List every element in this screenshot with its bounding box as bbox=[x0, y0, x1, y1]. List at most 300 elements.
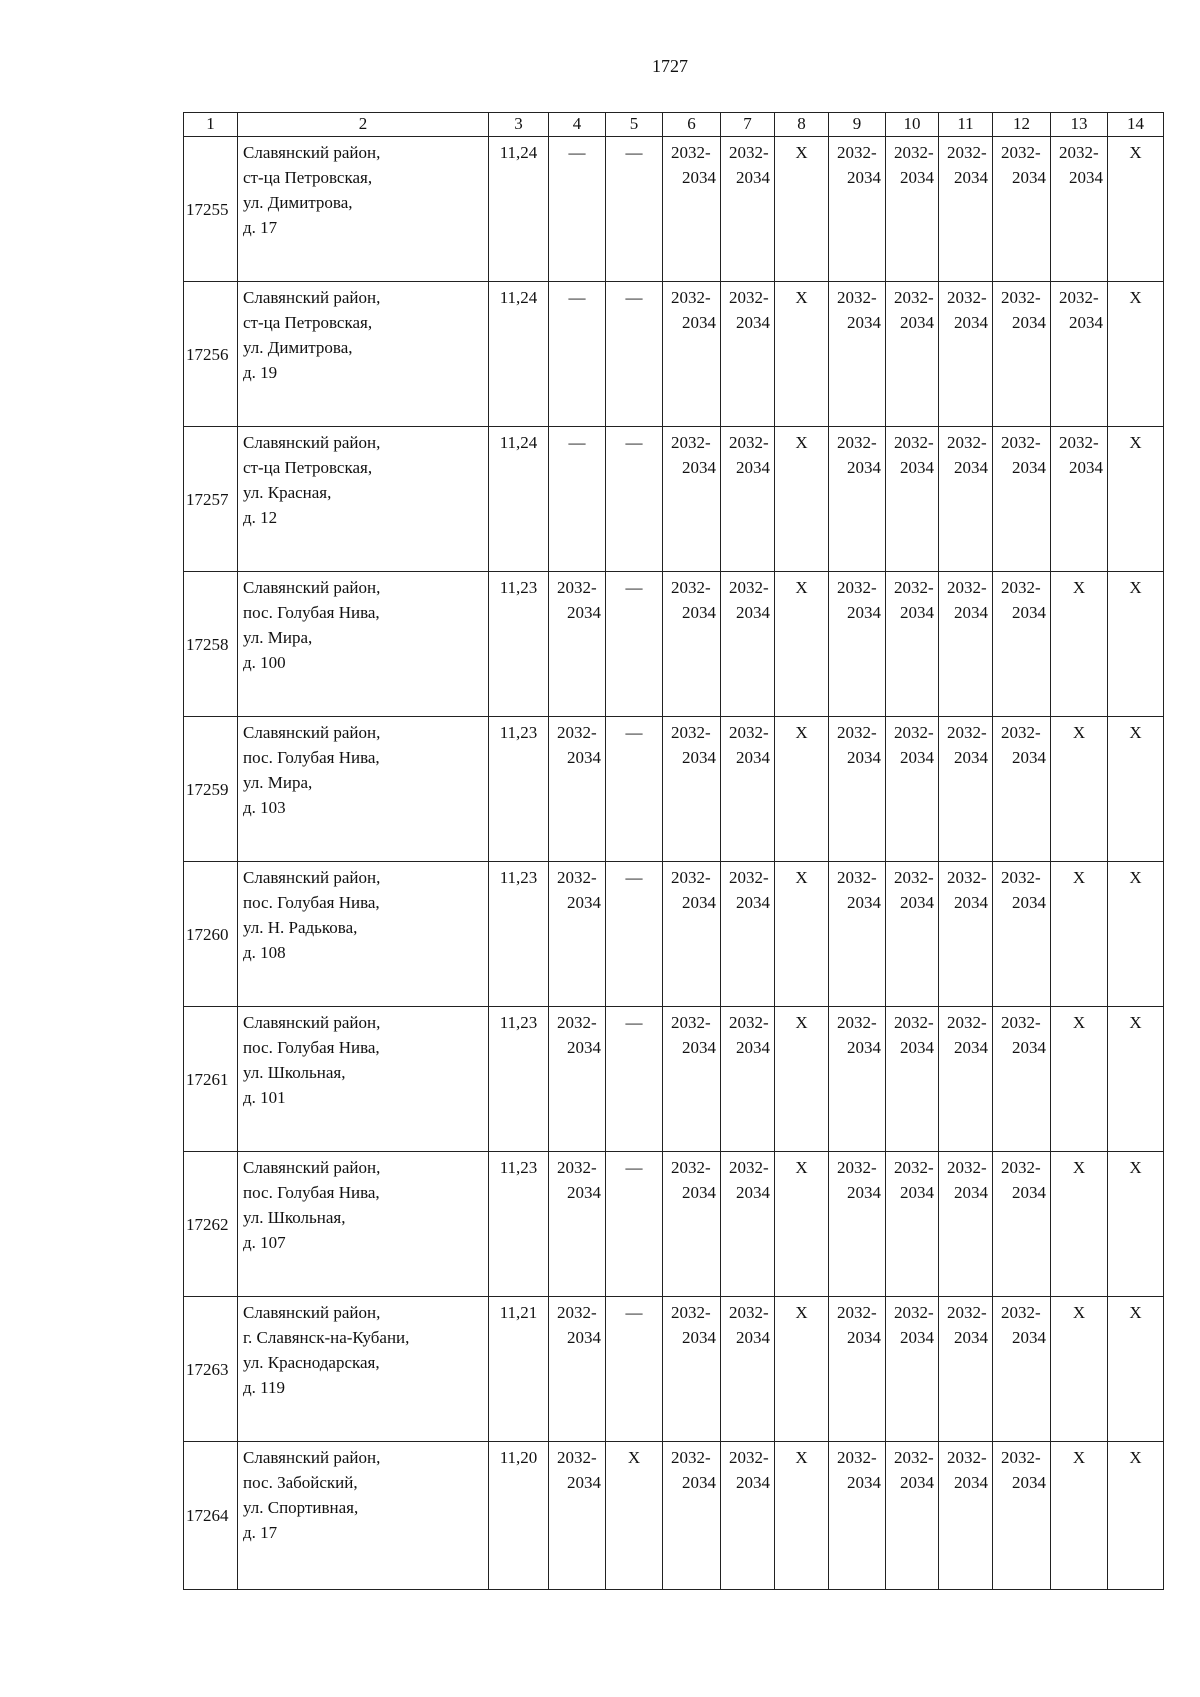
period-start: 2032- bbox=[557, 578, 597, 597]
period-start: 2032- bbox=[837, 868, 877, 887]
period-end: 2034 bbox=[1012, 458, 1046, 477]
period-cell bbox=[829, 862, 886, 1007]
period-end: 2034 bbox=[847, 313, 881, 332]
period-cell bbox=[663, 282, 721, 427]
period-start: 2032- bbox=[729, 433, 769, 452]
period-start: 2032- bbox=[947, 723, 987, 742]
period-end: 2034 bbox=[1069, 168, 1103, 187]
period-start: 2032- bbox=[671, 1158, 711, 1177]
period-cell: X bbox=[775, 137, 829, 282]
period-cell: — bbox=[606, 1297, 663, 1442]
period-cell bbox=[721, 862, 775, 1007]
period-end: 2034 bbox=[900, 458, 934, 477]
period-start: 2032- bbox=[837, 1013, 877, 1032]
column-header: 9 bbox=[829, 113, 886, 137]
table-row bbox=[184, 1297, 1164, 1442]
address-line: ул. Димитрова, bbox=[243, 338, 353, 357]
period-end: 2034 bbox=[847, 603, 881, 622]
period-start: 2032- bbox=[947, 288, 987, 307]
period-end: 2034 bbox=[900, 168, 934, 187]
period-end: 2034 bbox=[1012, 893, 1046, 912]
period-cell bbox=[993, 427, 1051, 572]
period-cell bbox=[886, 282, 939, 427]
address-line: пос. Голубая Нива, bbox=[243, 748, 380, 767]
period-cell bbox=[663, 427, 721, 572]
column-header: 1 bbox=[184, 113, 238, 137]
period-start: 2032- bbox=[894, 433, 934, 452]
period-cell bbox=[721, 1442, 775, 1590]
address-line: д. 12 bbox=[243, 508, 278, 527]
period-start: 2032- bbox=[729, 288, 769, 307]
address-line: Славянский район, bbox=[243, 1303, 381, 1322]
address-cell bbox=[238, 717, 489, 862]
period-start: 2032- bbox=[671, 1303, 711, 1322]
period-cell bbox=[549, 1007, 606, 1152]
period-start: 2032- bbox=[894, 868, 934, 887]
period-start: 2032- bbox=[729, 1303, 769, 1322]
period-cell bbox=[993, 1152, 1051, 1297]
period-start: 2032- bbox=[894, 143, 934, 162]
period-end: 2034 bbox=[736, 458, 770, 477]
period-cell: X bbox=[1108, 137, 1164, 282]
period-cell: X bbox=[606, 1442, 663, 1590]
table-row bbox=[184, 572, 1164, 717]
period-end: 2034 bbox=[900, 748, 934, 767]
period-end: 2034 bbox=[1012, 603, 1046, 622]
period-start: 2032- bbox=[1001, 1158, 1041, 1177]
period-cell: — bbox=[606, 862, 663, 1007]
period-cell bbox=[939, 572, 993, 717]
period-end: 2034 bbox=[954, 1038, 988, 1057]
period-start: 2032- bbox=[729, 723, 769, 742]
period-cell: X bbox=[1051, 1297, 1108, 1442]
address-line: ул. Школьная, bbox=[243, 1063, 346, 1082]
period-cell bbox=[1051, 137, 1108, 282]
row-number: 17255 bbox=[184, 137, 238, 282]
period-end: 2034 bbox=[1069, 458, 1103, 477]
period-cell bbox=[721, 1152, 775, 1297]
period-end: 2034 bbox=[900, 1328, 934, 1347]
period-start: 2032- bbox=[557, 1303, 597, 1322]
period-end: 2034 bbox=[900, 603, 934, 622]
period-end: 2034 bbox=[1069, 313, 1103, 332]
period-start: 2032- bbox=[894, 1303, 934, 1322]
period-cell: X bbox=[1108, 427, 1164, 572]
column-header: 7 bbox=[721, 113, 775, 137]
period-cell: X bbox=[1108, 572, 1164, 717]
period-cell bbox=[663, 137, 721, 282]
period-cell bbox=[939, 862, 993, 1007]
period-cell bbox=[549, 862, 606, 1007]
column-header: 10 bbox=[886, 113, 939, 137]
period-cell: X bbox=[775, 1297, 829, 1442]
period-cell bbox=[721, 572, 775, 717]
period-cell bbox=[993, 282, 1051, 427]
address-line: д. 103 bbox=[243, 798, 286, 817]
address-cell bbox=[238, 1007, 489, 1152]
address-line: д. 107 bbox=[243, 1233, 286, 1252]
period-cell: X bbox=[1108, 717, 1164, 862]
period-end: 2034 bbox=[847, 1038, 881, 1057]
period-end: 2034 bbox=[567, 1183, 601, 1202]
period-cell: X bbox=[775, 572, 829, 717]
period-end: 2034 bbox=[682, 1038, 716, 1057]
period-start: 2032- bbox=[557, 868, 597, 887]
period-end: 2034 bbox=[567, 1473, 601, 1492]
period-start: 2032- bbox=[1059, 288, 1099, 307]
period-end: 2034 bbox=[847, 168, 881, 187]
coefficient-cell: 11,23 bbox=[489, 1152, 549, 1297]
period-cell: — bbox=[549, 282, 606, 427]
table-body bbox=[184, 137, 1164, 1590]
period-end: 2034 bbox=[736, 1038, 770, 1057]
period-cell: X bbox=[1051, 1442, 1108, 1590]
period-end: 2034 bbox=[682, 168, 716, 187]
period-cell: — bbox=[606, 282, 663, 427]
period-end: 2034 bbox=[954, 893, 988, 912]
period-cell bbox=[663, 1442, 721, 1590]
period-end: 2034 bbox=[847, 1328, 881, 1347]
period-cell bbox=[829, 137, 886, 282]
column-header: 6 bbox=[663, 113, 721, 137]
column-header: 8 bbox=[775, 113, 829, 137]
period-start: 2032- bbox=[837, 288, 877, 307]
column-header: 4 bbox=[549, 113, 606, 137]
period-end: 2034 bbox=[1012, 168, 1046, 187]
period-cell: X bbox=[1051, 1152, 1108, 1297]
address-line: Славянский район, bbox=[243, 723, 381, 742]
period-cell bbox=[939, 717, 993, 862]
period-cell: X bbox=[1108, 1297, 1164, 1442]
period-cell bbox=[663, 1297, 721, 1442]
period-start: 2032- bbox=[557, 1448, 597, 1467]
address-line: ул. Мира, bbox=[243, 628, 313, 647]
period-end: 2034 bbox=[736, 1183, 770, 1202]
address-cell bbox=[238, 427, 489, 572]
coefficient-cell: 11,24 bbox=[489, 137, 549, 282]
period-end: 2034 bbox=[1012, 1183, 1046, 1202]
period-cell: — bbox=[549, 137, 606, 282]
period-cell bbox=[829, 572, 886, 717]
column-header: 2 bbox=[238, 113, 489, 137]
header-row bbox=[184, 113, 1164, 137]
address-line: Славянский район, bbox=[243, 1013, 381, 1032]
period-cell: — bbox=[606, 1007, 663, 1152]
period-end: 2034 bbox=[900, 1473, 934, 1492]
period-end: 2034 bbox=[736, 893, 770, 912]
period-start: 2032- bbox=[557, 1013, 597, 1032]
period-start: 2032- bbox=[729, 1158, 769, 1177]
period-cell: X bbox=[1051, 717, 1108, 862]
coefficient-cell: 11,20 bbox=[489, 1442, 549, 1590]
period-start: 2032- bbox=[729, 578, 769, 597]
period-cell bbox=[993, 137, 1051, 282]
period-cell: — bbox=[606, 1152, 663, 1297]
period-start: 2032- bbox=[1001, 868, 1041, 887]
period-cell bbox=[886, 1007, 939, 1152]
period-start: 2032- bbox=[947, 1013, 987, 1032]
period-end: 2034 bbox=[682, 1183, 716, 1202]
period-cell: X bbox=[775, 717, 829, 862]
period-cell bbox=[663, 717, 721, 862]
address-line: Славянский район, bbox=[243, 143, 381, 162]
period-start: 2032- bbox=[671, 433, 711, 452]
coefficient-cell: 11,23 bbox=[489, 1007, 549, 1152]
period-cell bbox=[829, 1297, 886, 1442]
address-line: ул. Краснодарская, bbox=[243, 1353, 380, 1372]
coefficient-cell: 11,23 bbox=[489, 862, 549, 1007]
period-start: 2032- bbox=[1059, 433, 1099, 452]
period-end: 2034 bbox=[900, 313, 934, 332]
period-start: 2032- bbox=[947, 433, 987, 452]
period-end: 2034 bbox=[682, 1473, 716, 1492]
period-cell bbox=[993, 1297, 1051, 1442]
period-start: 2032- bbox=[1001, 433, 1041, 452]
period-cell bbox=[549, 1442, 606, 1590]
table-row bbox=[184, 137, 1164, 282]
period-end: 2034 bbox=[736, 748, 770, 767]
period-cell bbox=[993, 717, 1051, 862]
period-cell: X bbox=[1108, 282, 1164, 427]
address-line: д. 19 bbox=[243, 363, 278, 382]
address-line: д. 119 bbox=[243, 1378, 286, 1397]
row-number: 17264 bbox=[184, 1442, 238, 1590]
period-start: 2032- bbox=[671, 288, 711, 307]
period-cell bbox=[549, 717, 606, 862]
period-cell bbox=[886, 572, 939, 717]
period-cell bbox=[829, 1007, 886, 1152]
address-line: д. 17 bbox=[243, 1523, 278, 1542]
period-cell: X bbox=[775, 1152, 829, 1297]
period-start: 2032- bbox=[671, 1448, 711, 1467]
period-cell: X bbox=[775, 862, 829, 1007]
table-row bbox=[184, 862, 1164, 1007]
period-cell bbox=[663, 1152, 721, 1297]
table-row bbox=[184, 427, 1164, 572]
period-cell bbox=[549, 1152, 606, 1297]
row-number: 17263 bbox=[184, 1297, 238, 1442]
address-line: пос. Голубая Нива, bbox=[243, 893, 380, 912]
period-cell: X bbox=[1108, 1152, 1164, 1297]
period-start: 2032- bbox=[947, 578, 987, 597]
period-start: 2032- bbox=[947, 143, 987, 162]
period-start: 2032- bbox=[729, 868, 769, 887]
period-start: 2032- bbox=[894, 288, 934, 307]
address-line: д. 101 bbox=[243, 1088, 286, 1107]
address-line: пос. Голубая Нива, bbox=[243, 1183, 380, 1202]
row-number: 17261 bbox=[184, 1007, 238, 1152]
address-line: г. Славянск-на-Кубани, bbox=[243, 1328, 410, 1347]
period-start: 2032- bbox=[894, 1013, 934, 1032]
row-number: 17257 bbox=[184, 427, 238, 572]
period-start: 2032- bbox=[1001, 1013, 1041, 1032]
table-row bbox=[184, 1152, 1164, 1297]
period-cell bbox=[829, 717, 886, 862]
period-cell: — bbox=[606, 427, 663, 572]
period-end: 2034 bbox=[736, 168, 770, 187]
period-cell: X bbox=[1051, 1007, 1108, 1152]
period-start: 2032- bbox=[729, 143, 769, 162]
period-end: 2034 bbox=[1012, 748, 1046, 767]
period-start: 2032- bbox=[671, 578, 711, 597]
period-cell bbox=[663, 862, 721, 1007]
period-end: 2034 bbox=[954, 458, 988, 477]
coefficient-cell: 11,24 bbox=[489, 282, 549, 427]
period-start: 2032- bbox=[671, 868, 711, 887]
period-cell bbox=[993, 862, 1051, 1007]
column-header: 3 bbox=[489, 113, 549, 137]
column-header: 11 bbox=[939, 113, 993, 137]
period-start: 2032- bbox=[729, 1448, 769, 1467]
period-start: 2032- bbox=[1001, 143, 1041, 162]
period-start: 2032- bbox=[671, 143, 711, 162]
row-number: 17260 bbox=[184, 862, 238, 1007]
address-line: Славянский район, bbox=[243, 1448, 381, 1467]
table-row bbox=[184, 717, 1164, 862]
period-end: 2034 bbox=[1012, 1473, 1046, 1492]
address-line: ул. Димитрова, bbox=[243, 193, 353, 212]
period-end: 2034 bbox=[567, 893, 601, 912]
period-cell bbox=[939, 282, 993, 427]
period-end: 2034 bbox=[736, 1328, 770, 1347]
row-number: 17256 bbox=[184, 282, 238, 427]
period-cell: X bbox=[775, 427, 829, 572]
period-cell: X bbox=[1051, 862, 1108, 1007]
period-cell bbox=[993, 1007, 1051, 1152]
period-cell: X bbox=[1051, 572, 1108, 717]
address-line: ул. Спортивная, bbox=[243, 1498, 359, 1517]
address-cell bbox=[238, 862, 489, 1007]
period-start: 2032- bbox=[557, 1158, 597, 1177]
period-start: 2032- bbox=[729, 1013, 769, 1032]
period-end: 2034 bbox=[954, 1328, 988, 1347]
period-end: 2034 bbox=[736, 1473, 770, 1492]
address-cell bbox=[238, 137, 489, 282]
period-end: 2034 bbox=[847, 458, 881, 477]
address-line: ст-ца Петровская, bbox=[243, 458, 373, 477]
coefficient-cell: 11,21 bbox=[489, 1297, 549, 1442]
period-start: 2032- bbox=[1001, 1303, 1041, 1322]
period-cell bbox=[939, 1442, 993, 1590]
row-number: 17258 bbox=[184, 572, 238, 717]
period-cell bbox=[886, 1442, 939, 1590]
period-start: 2032- bbox=[837, 1448, 877, 1467]
address-line: ул. Мира, bbox=[243, 773, 313, 792]
period-start: 2032- bbox=[837, 1303, 877, 1322]
period-cell: — bbox=[549, 427, 606, 572]
period-cell: X bbox=[775, 282, 829, 427]
period-cell bbox=[663, 1007, 721, 1152]
period-cell bbox=[721, 1297, 775, 1442]
address-line: Славянский район, bbox=[243, 433, 381, 452]
period-end: 2034 bbox=[567, 748, 601, 767]
period-cell bbox=[663, 572, 721, 717]
period-start: 2032- bbox=[947, 868, 987, 887]
period-end: 2034 bbox=[954, 313, 988, 332]
address-line: д. 17 bbox=[243, 218, 278, 237]
period-end: 2034 bbox=[682, 603, 716, 622]
row-number: 17262 bbox=[184, 1152, 238, 1297]
period-end: 2034 bbox=[847, 893, 881, 912]
period-start: 2032- bbox=[837, 143, 877, 162]
period-end: 2034 bbox=[682, 1328, 716, 1347]
period-end: 2034 bbox=[1012, 1328, 1046, 1347]
period-end: 2034 bbox=[954, 1473, 988, 1492]
address-line: Славянский район, bbox=[243, 578, 381, 597]
address-line: ул. Красная, bbox=[243, 483, 332, 502]
period-cell bbox=[886, 717, 939, 862]
address-cell bbox=[238, 1152, 489, 1297]
period-end: 2034 bbox=[736, 313, 770, 332]
period-cell bbox=[886, 1297, 939, 1442]
period-start: 2032- bbox=[947, 1303, 987, 1322]
period-cell bbox=[829, 1442, 886, 1590]
table-row bbox=[184, 1442, 1164, 1590]
period-start: 2032- bbox=[837, 1158, 877, 1177]
period-start: 2032- bbox=[837, 433, 877, 452]
period-end: 2034 bbox=[736, 603, 770, 622]
period-cell bbox=[993, 1442, 1051, 1590]
coefficient-cell: 11,23 bbox=[489, 572, 549, 717]
address-cell bbox=[238, 282, 489, 427]
period-cell bbox=[549, 1297, 606, 1442]
period-cell bbox=[886, 427, 939, 572]
address-line: пос. Голубая Нива, bbox=[243, 603, 380, 622]
address-line: Славянский район, bbox=[243, 1158, 381, 1177]
period-cell bbox=[721, 282, 775, 427]
period-cell bbox=[886, 862, 939, 1007]
period-cell: — bbox=[606, 717, 663, 862]
period-start: 2032- bbox=[894, 723, 934, 742]
period-cell bbox=[939, 1152, 993, 1297]
period-end: 2034 bbox=[682, 458, 716, 477]
column-header: 13 bbox=[1051, 113, 1108, 137]
period-end: 2034 bbox=[954, 168, 988, 187]
period-end: 2034 bbox=[567, 1328, 601, 1347]
page-number: 1727 bbox=[652, 56, 688, 76]
period-end: 2034 bbox=[954, 748, 988, 767]
period-cell bbox=[886, 1152, 939, 1297]
period-cell bbox=[721, 137, 775, 282]
registry-table bbox=[183, 112, 1164, 1590]
period-start: 2032- bbox=[1059, 143, 1099, 162]
period-cell bbox=[993, 572, 1051, 717]
period-start: 2032- bbox=[837, 578, 877, 597]
period-start: 2032- bbox=[557, 723, 597, 742]
address-cell bbox=[238, 1297, 489, 1442]
period-end: 2034 bbox=[847, 1473, 881, 1492]
period-end: 2034 bbox=[847, 748, 881, 767]
period-start: 2032- bbox=[1001, 723, 1041, 742]
period-cell bbox=[939, 1007, 993, 1152]
table-row bbox=[184, 1007, 1164, 1152]
address-cell bbox=[238, 1442, 489, 1590]
coefficient-cell: 11,24 bbox=[489, 427, 549, 572]
period-start: 2032- bbox=[894, 1158, 934, 1177]
period-cell bbox=[1051, 282, 1108, 427]
period-end: 2034 bbox=[900, 893, 934, 912]
address-line: ул. Школьная, bbox=[243, 1208, 346, 1227]
row-number: 17259 bbox=[184, 717, 238, 862]
period-cell: X bbox=[1108, 1007, 1164, 1152]
period-start: 2032- bbox=[1001, 578, 1041, 597]
period-cell bbox=[829, 282, 886, 427]
period-end: 2034 bbox=[900, 1183, 934, 1202]
period-start: 2032- bbox=[837, 723, 877, 742]
period-cell: X bbox=[775, 1442, 829, 1590]
period-cell bbox=[829, 427, 886, 572]
period-start: 2032- bbox=[671, 1013, 711, 1032]
